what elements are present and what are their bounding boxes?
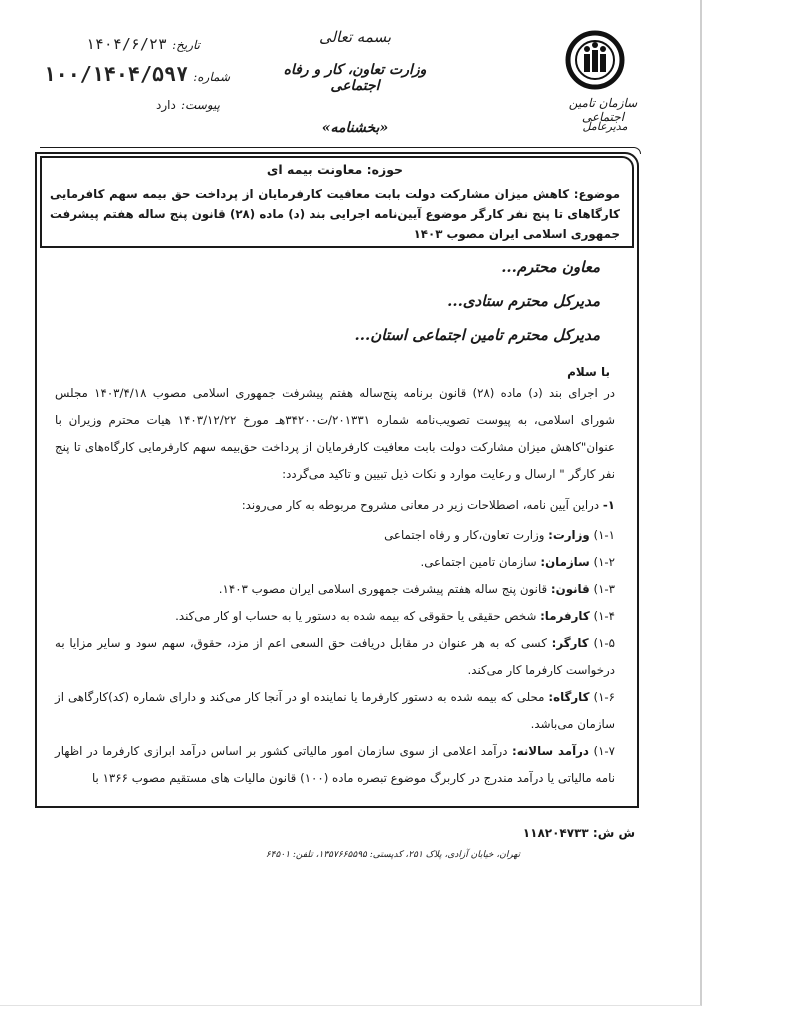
reference-label: ش ش: [592, 826, 635, 840]
section-1 [55, 492, 615, 519]
greeting: با سلام [567, 365, 610, 379]
reference-value: ۱۱۸۲۰۴۷۳۳ [522, 826, 589, 840]
ministry-name: وزارت تعاون، کار و رفاه اجتماعی [283, 62, 427, 94]
number-row [30, 62, 230, 86]
definition-label: کارگر: [551, 636, 589, 650]
field-line: حوزه: معاونت بیمه ای [266, 162, 404, 177]
definition-num: ۱-۷) [593, 744, 616, 758]
attachment-value: دارد [156, 98, 176, 112]
definition-text: کسی که به هر عنوان در مقابل دریافت حق السعی اعم از مزد، حقوق، سهم سود و سایر مزایا به درخواست کارفرما کار می‌کند. [55, 636, 615, 677]
definition-text: محلی که بیمه شده به دستور کارفرما یا نماینده او در آنجا کار می‌کند و دارای شماره (کد)کارگاهی از سازمان می‌باشد. [55, 690, 615, 731]
definition-num: ۱-۱) [593, 528, 615, 542]
definition-item [55, 630, 615, 684]
definition-text: وزارت تعاون،کار و رفاه اجتماعی [384, 528, 545, 542]
reference-number [522, 826, 635, 840]
attachment-label: پیوست: [180, 98, 220, 112]
definition-text: درآمد اعلامی از سوی سازمان امور مالیاتی کشور بر اساس درآمد ابرازی کارفرما در اظهار نامه مالیاتی یا درآمد مندرج در کاربرگ موضوع تبصره ماده (۱۰۰) قانون مالیات های مستقیم مصوب ۱۳۶۶ با [55, 744, 615, 785]
definition-label: قانون: [550, 582, 590, 596]
address-line: تهران، خیابان آزادی، پلاک ۲۵۱، کدپستی: ۱۳۵۷۶۶۵۵۹۵، تلفن: ۶۴۵۰۱ [265, 850, 520, 860]
definition-num: ۱-۵) [593, 636, 616, 650]
definition-num: ۱-۴) [593, 609, 615, 623]
date-value: ۱۴۰۴/۶/۲۳ [85, 35, 167, 53]
definition-item [55, 549, 615, 576]
organization-name: سازمان تامین اجتماعی [568, 96, 638, 124]
definition-text: شخص حقیقی یا حقوقی که بیمه شده به دستور یا به حساب او کار می‌کند. [175, 609, 537, 623]
salutation-provincial: مدیرکل محترم تامین اجتماعی استان... [354, 326, 600, 344]
section-1-text: دراین آیین نامه، اصطلاحات زیر در معانی مشروح مربوطه به کار می‌روند: [241, 498, 600, 512]
definition-item [55, 522, 615, 549]
organization-sub: مدیرعامل [582, 120, 628, 133]
date-row [60, 34, 200, 53]
definition-label: وزارت: [548, 528, 590, 542]
subject-line: موضوع: کاهش میزان مشارکت دولت بابت معافیت کارفرمایان از پرداخت حق بیمه سهم کافرمایی کارگاهای تا پنج نفر کارگر موضوع آیین‌نامه اجرایی بند (د) ماده (۲۸) قانون پنج ساله هفتم پیشرفت جمهوری اسلامی ایران مصوب ۱۴۰۳ [50, 187, 620, 241]
intro-paragraph: در اجرای بند (د) ماده (۲۸) قانون برنامه پنج‌ساله هفتم پیشرفت جمهوری اسلامی مصوب ۱۴۰۳/۴/۱۸ مجلس شورای اسلامی، به پیوست تصویب‌نامه شماره ۲۰۱۳۳۱/ت۳۴۲۰۰هـ مورخ ۱۴۰۳/۱۲/۲۲ هیات محترم وزیران با عنوان"کاهش میزان مشارکت دولت بابت معافیت کارفرمایان از پرداخت حق‌بیمه سهم کارفرمایی کارگاه‌های تا پنج نفر کارگر " ارسال و رعایت موارد و نکات ذیل تبیین و تاکید می‌گردد: [55, 386, 616, 481]
attachment-row [120, 94, 220, 113]
definition-item [55, 576, 615, 603]
salutation-deputy: معاون محترم... [501, 258, 600, 276]
section-1-num: ۱- [602, 498, 615, 512]
definition-num: ۱-۶) [593, 690, 616, 704]
organization-logo-icon [565, 30, 625, 90]
definition-text: قانون پنج ساله هفتم پیشرفت جمهوری اسلامی ایران مصوب ۱۴۰۳. [218, 582, 548, 596]
definition-label: درآمد سالانه: [511, 744, 589, 758]
number-value: ۱۰۰/۱۴۰۴/۵۹۷ [43, 62, 189, 86]
definition-item [55, 603, 615, 630]
number-label: شماره: [193, 70, 230, 84]
definition-num: ۱-۲) [593, 555, 615, 569]
document-type: «بخشنامه» [321, 120, 389, 136]
definition-label: سازمان: [540, 555, 590, 569]
salutation-director: مدیرکل محترم ستادی... [447, 292, 600, 310]
definition-item [55, 738, 615, 792]
bismillah: بسمه تعالی [318, 28, 392, 46]
definition-text: سازمان تامین اجتماعی. [420, 555, 537, 569]
date-label: تاریخ: [172, 38, 200, 52]
definition-item [55, 684, 615, 738]
definition-label: کارگاه: [548, 690, 590, 704]
definition-num: ۱-۳) [593, 582, 615, 596]
definition-label: کارفرما: [540, 609, 590, 623]
